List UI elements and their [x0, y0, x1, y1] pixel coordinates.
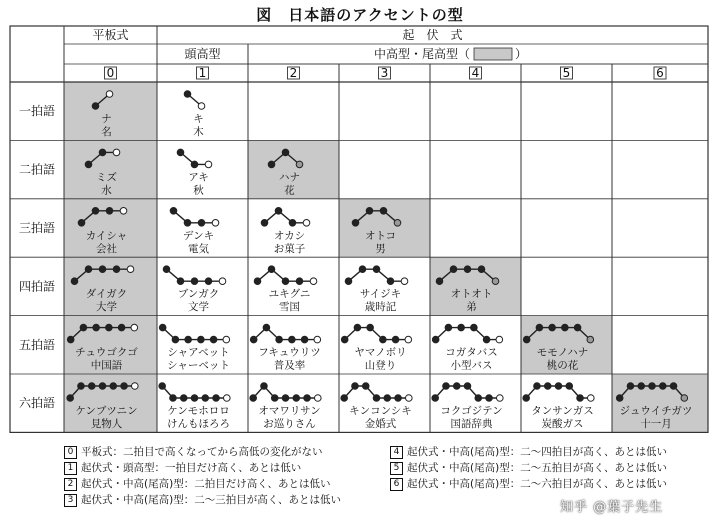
- particle-dot: [405, 336, 412, 343]
- mora-dot: [352, 383, 359, 390]
- watermark: 知乎 @葉子先生: [560, 500, 664, 515]
- mora-dot: [380, 208, 387, 215]
- particle-dot: [315, 395, 322, 402]
- legend-text: 起伏式・中高(尾高)型：二～五拍目が高く、あとは低い: [407, 462, 667, 474]
- row-label: 二拍語: [18, 162, 56, 177]
- kana-label: モモノハナ: [536, 346, 589, 359]
- kana-label: コクゴジテン: [440, 405, 503, 417]
- particle-dot: [497, 395, 504, 402]
- mora-dot: [163, 266, 170, 273]
- mora-dot: [99, 149, 106, 156]
- word-label: お巡りさん: [263, 418, 316, 430]
- legend-num: 4: [390, 446, 403, 459]
- mora-dot: [184, 220, 191, 227]
- word-label: 秋: [193, 184, 204, 197]
- mora-dot: [268, 161, 275, 168]
- mora-dot: [198, 336, 205, 343]
- mora-dot: [254, 278, 261, 285]
- mora-dot: [289, 220, 296, 227]
- kana-label: ナ: [101, 113, 112, 125]
- mora-dot: [367, 324, 374, 331]
- mora-dot: [384, 395, 391, 402]
- particle-dot: [492, 278, 499, 285]
- mora-dot: [555, 383, 562, 390]
- page-title: 図 日本語のアクセントの型: [256, 6, 464, 24]
- legend-text: 起伏式・中高(尾高)型：二拍目だけ高く、あとは低い: [81, 478, 331, 490]
- mora-dot: [78, 220, 85, 227]
- word-label: 山登り: [364, 359, 397, 372]
- mora-dot: [250, 336, 257, 343]
- word-label: 弟: [466, 301, 477, 314]
- mora-dot: [458, 324, 465, 331]
- legend-num: 5: [390, 462, 403, 475]
- row-label: 四拍語: [18, 279, 56, 294]
- mora-dot: [562, 324, 569, 331]
- mora-dot: [213, 395, 220, 402]
- legend-item-1: [64, 460, 301, 475]
- mora-dot: [301, 336, 308, 343]
- mora-dot: [627, 383, 634, 390]
- kana-label: ブンガク: [177, 288, 220, 301]
- word-label: 見物人: [90, 418, 123, 430]
- mora-dot: [373, 266, 380, 273]
- mora-dot: [392, 336, 399, 343]
- mora-dot: [282, 395, 289, 402]
- mora-dot: [191, 161, 198, 168]
- mora-dot: [366, 208, 373, 215]
- mora-dot: [352, 220, 359, 227]
- mora-dot: [478, 266, 485, 273]
- word-label: 花: [284, 184, 295, 197]
- particle-dot: [127, 266, 134, 273]
- mora-dot: [80, 324, 87, 331]
- mora-dot: [523, 336, 530, 343]
- mora-dot: [106, 324, 113, 331]
- legend-item-5: [390, 460, 667, 475]
- word-label: 普及率: [273, 359, 306, 372]
- type-number: 0: [106, 66, 115, 80]
- legend-item-3: [64, 492, 341, 507]
- kana-label: ケンモホロロ: [167, 405, 230, 417]
- mora-dot: [659, 383, 666, 390]
- mora-dot: [177, 278, 184, 285]
- legend-num: 6: [390, 478, 403, 491]
- kana-label: オトコ: [364, 229, 397, 242]
- word-label: 雪国: [279, 301, 300, 314]
- mora-dot: [268, 266, 275, 273]
- row-label: 三拍語: [18, 221, 56, 235]
- mora-dot: [566, 383, 573, 390]
- particle-dot: [131, 324, 138, 331]
- mora-dot: [289, 336, 296, 343]
- particle-dot: [113, 149, 120, 156]
- legend-item-6: [390, 476, 667, 491]
- mora-dot: [282, 278, 289, 285]
- word-label: 小型バス: [450, 359, 493, 372]
- word-label: お菓子: [273, 242, 306, 255]
- word-label: 桃の花: [546, 359, 579, 372]
- legend-text: 起伏式・中高(尾高)型：二～六拍目が高く、あとは低い: [407, 478, 667, 490]
- mora-dot: [296, 278, 303, 285]
- mora-dot: [88, 383, 95, 390]
- kana-label: ハナ: [279, 171, 300, 184]
- mora-dot: [121, 383, 128, 390]
- mora-dot: [93, 324, 100, 331]
- mora-dot: [210, 336, 217, 343]
- word-label: 会社: [96, 242, 117, 255]
- mora-dot: [395, 395, 402, 402]
- mora-dot: [443, 383, 450, 390]
- kana-label: コガタバス: [445, 346, 498, 359]
- word-label: 木: [193, 126, 204, 138]
- mora-dot: [67, 395, 74, 402]
- particle-dot: [587, 336, 594, 343]
- particle-dot: [310, 278, 317, 285]
- mora-dot: [110, 383, 117, 390]
- mora-dot: [78, 383, 85, 390]
- word-label: 十一月: [640, 418, 672, 430]
- mora-dot: [638, 383, 645, 390]
- particle-dot: [198, 103, 205, 110]
- mora-dot: [616, 395, 623, 402]
- kana-label: ヤマノボリ: [354, 346, 407, 359]
- mora-dot: [99, 383, 106, 390]
- word-label: 炭酸ガス: [541, 418, 584, 430]
- mora-dot: [159, 324, 166, 331]
- mora-dot: [92, 103, 99, 110]
- legend-num: 0: [64, 446, 77, 459]
- row-label: 五拍語: [18, 337, 56, 352]
- particle-dot: [223, 336, 230, 343]
- particle-dot: [205, 161, 212, 168]
- particle-dot: [106, 91, 113, 98]
- mora-dot: [71, 278, 78, 285]
- legend-item-4: [390, 444, 667, 459]
- header-heiban: 平板式: [92, 28, 129, 42]
- kana-label: アキ: [188, 171, 209, 184]
- mora-dot: [544, 383, 551, 390]
- legend-item-0: [64, 444, 323, 459]
- mora-dot: [185, 336, 192, 343]
- mora-dot: [373, 395, 380, 402]
- mora-dot: [574, 324, 581, 331]
- particle-dot: [303, 220, 310, 227]
- mora-dot: [275, 208, 282, 215]
- mora-dot: [649, 383, 656, 390]
- mora-dot: [261, 220, 268, 227]
- mora-dot: [261, 383, 268, 390]
- mora-dot: [293, 395, 300, 402]
- mora-dot: [118, 324, 125, 331]
- mora-dot: [113, 266, 120, 273]
- kana-label: オマワリサン: [258, 405, 321, 417]
- kana-label: カイシャ: [85, 229, 128, 242]
- particle-dot: [314, 336, 321, 343]
- legend-num: 3: [64, 494, 77, 507]
- row-label: 一拍語: [18, 104, 56, 119]
- kana-label: ケンブツニン: [75, 405, 138, 417]
- mora-dot: [159, 383, 166, 390]
- mora-dot: [464, 266, 471, 273]
- word-label: 歳時記: [364, 301, 397, 314]
- mora-dot: [450, 266, 457, 273]
- kana-label: オトオト: [450, 288, 493, 301]
- kana-label: ミズ: [96, 171, 117, 184]
- mora-dot: [387, 278, 394, 285]
- mora-dot: [341, 395, 348, 402]
- legend-text: 起伏式・中高(尾高)型：二～三拍目が高く、あとは低い: [81, 494, 341, 506]
- type-number: 4: [471, 66, 480, 80]
- type-number: 5: [562, 66, 571, 80]
- kana-label: キンコンシキ: [349, 405, 412, 417]
- mora-dot: [534, 383, 541, 390]
- mora-dot: [205, 278, 212, 285]
- word-label: けんもほろろ: [167, 418, 230, 430]
- pitch-line: [265, 211, 307, 223]
- word-label: シャーベット: [167, 359, 230, 372]
- kana-label: オカシ: [273, 229, 306, 242]
- type-number: 3: [380, 66, 389, 80]
- mora-dot: [191, 395, 198, 402]
- word-label: 名: [101, 126, 112, 138]
- mora-dot: [670, 383, 677, 390]
- mora-dot: [282, 149, 289, 156]
- mora-dot: [380, 336, 387, 343]
- header-atamadaka: 頭高型: [184, 47, 221, 61]
- particle-dot: [681, 395, 688, 402]
- mora-dot: [180, 395, 187, 402]
- particle-dot: [212, 220, 219, 227]
- mora-dot: [304, 395, 311, 402]
- kana-label: タンサンガス: [531, 405, 594, 417]
- type-number: 6: [656, 66, 664, 80]
- word-label: 国語辞典: [450, 418, 493, 430]
- word-label: 文学: [188, 301, 209, 314]
- mora-dot: [202, 395, 209, 402]
- particle-dot: [132, 383, 139, 390]
- mora-dot: [445, 324, 452, 331]
- mora-dot: [184, 91, 191, 98]
- mora-dot: [170, 208, 177, 215]
- header-nakadaka: 中高型・尾高型（: [373, 47, 470, 61]
- kana-label: ユキグニ: [268, 288, 311, 301]
- particle-dot: [219, 278, 226, 285]
- particle-dot: [406, 395, 413, 402]
- mora-dot: [549, 324, 556, 331]
- mora-dot: [191, 278, 198, 285]
- mora-dot: [276, 336, 283, 343]
- legend-item-2: [64, 476, 330, 491]
- mora-dot: [263, 324, 270, 331]
- mora-dot: [85, 161, 92, 168]
- mora-dot: [523, 395, 530, 402]
- pitch-line: [174, 211, 216, 223]
- kana-label: フキュウリツ: [258, 346, 321, 359]
- type-number: 2: [289, 66, 298, 80]
- mora-dot: [67, 336, 74, 343]
- particle-dot: [224, 395, 231, 402]
- header-kifuku: 起 伏 式: [402, 28, 463, 42]
- mora-dot: [170, 395, 177, 402]
- kana-label: サイジキ: [359, 288, 402, 301]
- kana-label: ジュウイチガツ: [619, 405, 693, 417]
- mora-dot: [341, 336, 348, 343]
- type-number: 1: [198, 66, 207, 80]
- word-label: 水: [101, 184, 112, 197]
- kana-label: キ: [193, 113, 204, 125]
- mora-dot: [432, 336, 439, 343]
- mora-dot: [362, 383, 369, 390]
- mora-dot: [536, 324, 543, 331]
- particle-dot: [496, 336, 503, 343]
- particle-dot: [296, 161, 303, 168]
- particle-dot: [588, 395, 595, 402]
- header-shade-swatch: [474, 48, 512, 60]
- word-label: 中国語: [90, 359, 123, 372]
- mora-dot: [359, 266, 366, 273]
- header-nakadaka-close: ）: [515, 47, 528, 61]
- legend-text: 起伏式・頭高型：一拍目だけ高く、あとは低い: [81, 462, 302, 474]
- row-label: 六拍語: [18, 396, 56, 411]
- kana-label: チュウゴクゴ: [75, 346, 138, 359]
- mora-dot: [250, 395, 257, 402]
- mora-dot: [106, 208, 113, 215]
- mora-dot: [475, 395, 482, 402]
- mora-dot: [436, 278, 443, 285]
- mora-dot: [172, 336, 179, 343]
- mora-dot: [464, 383, 471, 390]
- kana-label: シャアベット: [167, 346, 230, 359]
- mora-dot: [483, 336, 490, 343]
- legend-text: 起伏式・中高(尾高)型：二～四拍目が高く、あとは低い: [407, 446, 667, 458]
- particle-dot: [401, 278, 408, 285]
- mora-dot: [577, 395, 584, 402]
- mora-dot: [471, 324, 478, 331]
- mora-dot: [198, 220, 205, 227]
- mora-dot: [354, 324, 361, 331]
- word-label: 電気: [188, 242, 209, 255]
- mora-dot: [345, 278, 352, 285]
- word-label: 大学: [96, 301, 117, 314]
- mora-dot: [271, 395, 278, 402]
- mora-dot: [92, 208, 99, 215]
- legend-num: 1: [64, 462, 77, 475]
- word-label: 金婚式: [364, 418, 397, 430]
- kana-label: デンキ: [182, 229, 215, 242]
- mora-dot: [453, 383, 460, 390]
- particle-dot: [120, 208, 127, 215]
- legend-text: 平板式：二拍目で高くなってから高低の変化がない: [81, 446, 323, 458]
- mora-dot: [432, 395, 439, 402]
- mora-dot: [85, 266, 92, 273]
- particle-dot: [394, 220, 401, 227]
- word-label: 男: [375, 242, 386, 255]
- legend-num: 2: [64, 478, 77, 491]
- kana-label: ダイガク: [85, 288, 128, 301]
- mora-dot: [486, 395, 493, 402]
- mora-dot: [177, 149, 184, 156]
- mora-dot: [99, 266, 106, 273]
